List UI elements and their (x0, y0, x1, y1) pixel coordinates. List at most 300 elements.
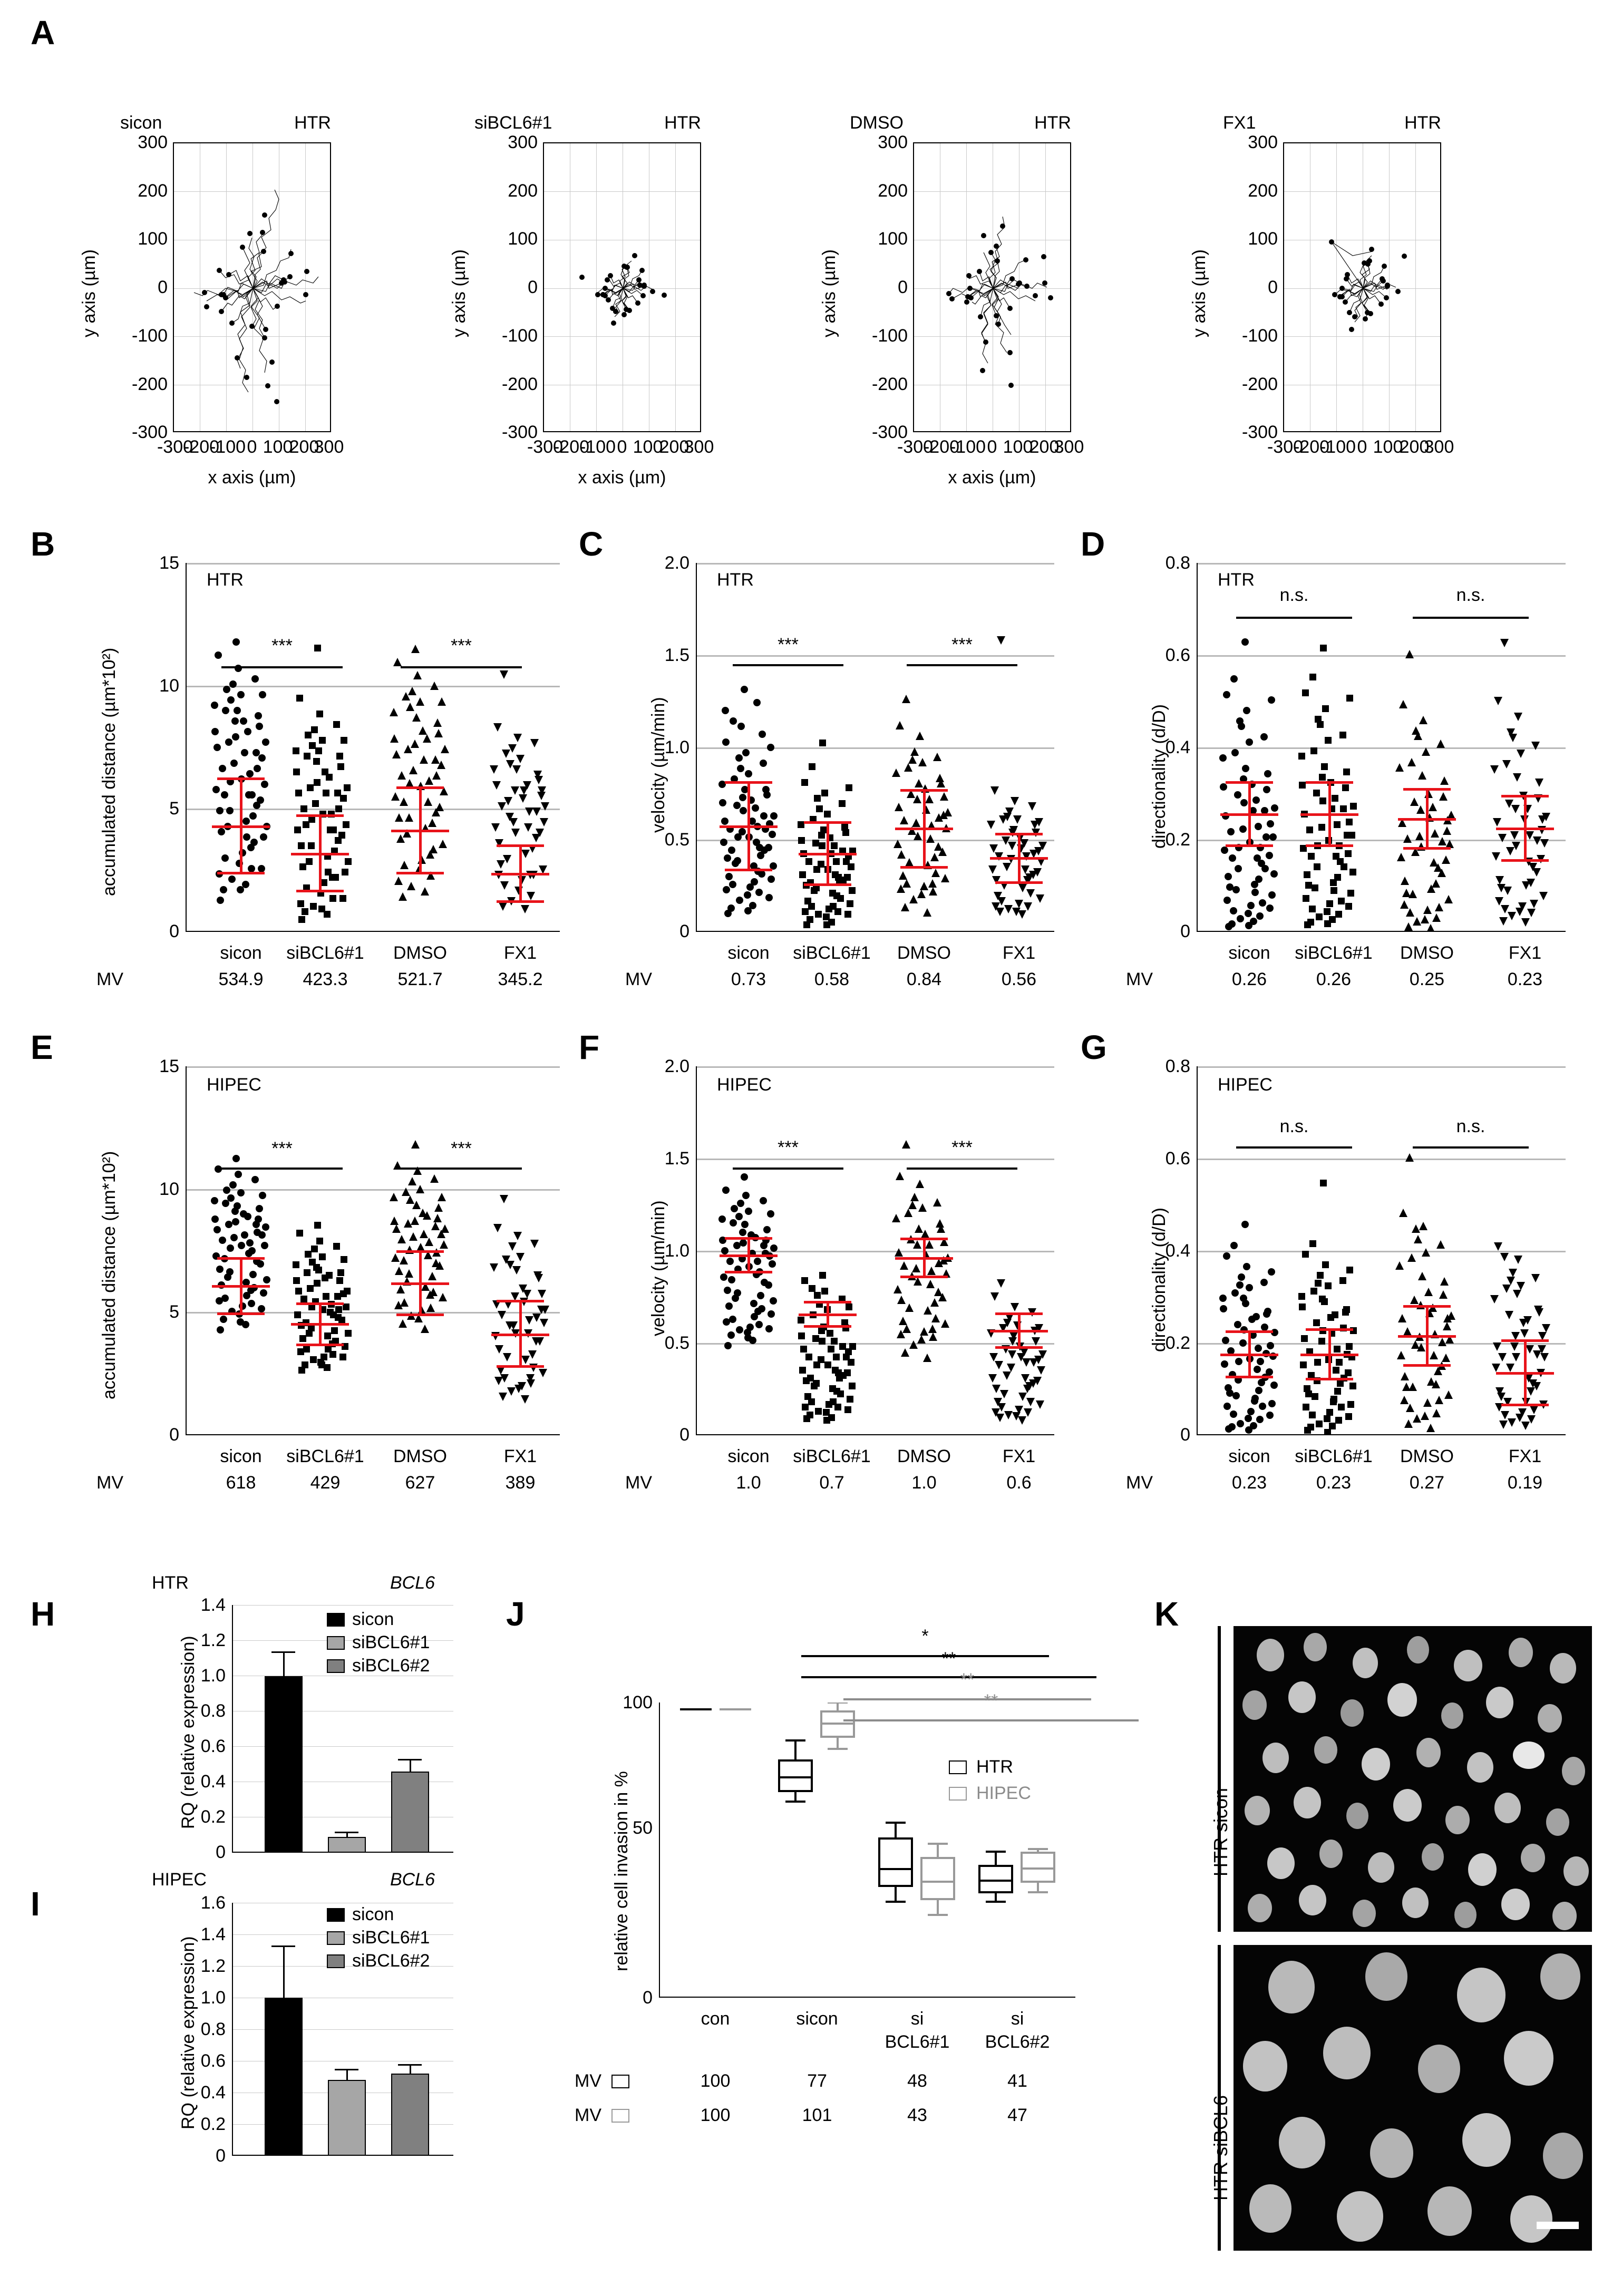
sd-cap (1403, 1364, 1451, 1367)
sd-cap (296, 1302, 344, 1305)
y-tick: 1.0 (664, 1241, 689, 1261)
y-tick: 0.6 (200, 1736, 226, 1756)
panel-j-ylabel: relative cell invasion in % (611, 1771, 632, 1971)
trajectory-traces (914, 143, 1072, 433)
category-label: FX1 (503, 1446, 537, 1466)
mean-row-label: MV (96, 1473, 123, 1493)
significance-bar (843, 1719, 1139, 1721)
legend-swatch-htr (949, 1760, 967, 1774)
y-tick: 0.2 (1165, 1333, 1190, 1353)
trajectory-traces (174, 143, 332, 433)
sd-cap (725, 781, 772, 784)
sd-line (519, 844, 522, 901)
y-tick: 200 (138, 181, 168, 201)
legend-label-hipec: HIPEC (976, 1783, 1031, 1803)
x-tick: -200 (183, 437, 220, 457)
image-label-top: HTR sicon (1210, 1787, 1231, 1876)
x-tick: -100 (579, 437, 616, 457)
x-tick: -100 (949, 437, 986, 457)
error-line (346, 2069, 348, 2080)
sd-cap (497, 1365, 544, 1368)
category-label: DMSO (897, 943, 951, 963)
significance-bar (733, 664, 843, 666)
sd-cap (1501, 1404, 1549, 1406)
sd-line (1426, 1305, 1429, 1365)
mean-value: 0.27 (1409, 1473, 1445, 1493)
bar-sicon (265, 1676, 303, 1853)
sd-line (923, 789, 926, 866)
y-tick: 0.2 (1165, 830, 1190, 850)
sd-cap (1501, 1339, 1549, 1342)
x-tick: 100 (1003, 437, 1033, 457)
y-tick: -200 (871, 374, 908, 394)
sd-cap (396, 786, 444, 789)
micrograph-bottom (1234, 1945, 1592, 2251)
significance-label: *** (951, 635, 973, 655)
sd-line (419, 1250, 422, 1315)
panel-i-title: HIPEC (152, 1870, 207, 1890)
sd-cap (995, 881, 1043, 884)
category-label: FX1 (1508, 943, 1542, 963)
sd-cap (296, 814, 344, 817)
panel-g-title: HIPEC (1218, 1075, 1273, 1095)
panel-h-ylabel: RQ (relative expression) (178, 1636, 198, 1829)
significance-label: n.s. (1456, 1116, 1485, 1136)
legend-swatch-sibcl6-2 (327, 1659, 345, 1673)
sd-line (1018, 1312, 1021, 1347)
category-label: DMSO (897, 1446, 951, 1466)
category-label: siBCL6#1 (286, 943, 364, 963)
y-tick: 1.2 (200, 1956, 226, 1976)
y-tick: 0.4 (1165, 737, 1190, 757)
x-tick: -200 (1293, 437, 1330, 457)
significance-label: ** (960, 1670, 975, 1690)
sd-cap (900, 1276, 948, 1278)
x-tick: -300 (527, 437, 564, 457)
sd-cap (1501, 795, 1549, 797)
sd-cap (725, 1271, 772, 1273)
category-label: FX1 (503, 943, 537, 963)
y-tick: 1.0 (664, 737, 689, 757)
y-tick: 0.6 (1165, 645, 1190, 665)
sd-cap (396, 1314, 444, 1316)
error-cap (271, 1651, 295, 1653)
y-tick: 0 (169, 1425, 179, 1445)
panel-g-points (1197, 1066, 1566, 1435)
panel-b-points (186, 563, 560, 932)
category-label: DMSO (393, 1446, 447, 1466)
significance-bar (1413, 617, 1529, 619)
y-tick: 15 (159, 1056, 179, 1076)
significance-bar (907, 1168, 1017, 1170)
category-label: sicon (1228, 1446, 1270, 1466)
mean-row-label: MV (625, 969, 652, 989)
y-tick: 1.0 (200, 1988, 226, 2008)
y-tick: 0 (169, 921, 179, 941)
y-tick: 100 (623, 1692, 653, 1713)
sd-line (1524, 795, 1527, 860)
x-tick: -300 (157, 437, 193, 457)
sd-cap (497, 900, 544, 903)
sd-cap (1306, 844, 1353, 847)
sd-line (1018, 833, 1021, 881)
y-tick: 300 (878, 132, 908, 152)
panel-i-ylabel: RQ (relative expression) (178, 1936, 198, 2129)
y-tick: 10 (159, 1179, 179, 1199)
bar-sicon (265, 1998, 303, 2156)
sd-line (240, 777, 242, 873)
y-tick: 2.0 (664, 553, 689, 573)
panel-letter-a: A (31, 14, 55, 52)
panel-c-points (696, 563, 1054, 932)
y-tick: 1.5 (664, 645, 689, 665)
y-tick: 0.4 (200, 1772, 226, 1792)
legend-swatch-sicon (327, 1613, 345, 1627)
sd-cap (900, 789, 948, 792)
sd-cap (725, 869, 772, 871)
y-tick: 0.2 (200, 1807, 226, 1827)
error-cap (335, 2069, 358, 2070)
sd-cap (396, 872, 444, 874)
sd-cap (497, 1300, 544, 1302)
significance-label: *** (271, 636, 293, 656)
panel-letter-k: K (1154, 1595, 1179, 1633)
mean-value: 0.84 (906, 969, 942, 989)
sd-cap (995, 1312, 1043, 1315)
category-label: con (701, 2009, 730, 2029)
x-tick: 200 (659, 437, 689, 457)
sd-line (319, 1302, 322, 1345)
mean-value: 423.3 (303, 969, 348, 989)
y-tick: -100 (1241, 326, 1278, 346)
panel-letter-j: J (506, 1595, 525, 1633)
bar-sibcl6-1 (328, 2080, 366, 2156)
mean-value: 41 (1007, 2071, 1027, 2091)
sd-cap (1501, 859, 1549, 862)
plot-condition-label: FX1 (1223, 113, 1256, 133)
sd-line (1248, 781, 1251, 845)
sd-cap (900, 866, 948, 869)
significance-bar (1413, 1146, 1529, 1149)
x-tick: 300 (684, 437, 714, 457)
error-line (283, 1651, 285, 1676)
y-tick: 0 (158, 277, 168, 297)
sd-cap (296, 890, 344, 892)
mean-value: 389 (505, 1473, 536, 1493)
bracket-top (1218, 1626, 1221, 1932)
y-tick: 2.0 (664, 1056, 689, 1076)
sd-line (827, 821, 829, 884)
y-tick: 300 (1248, 132, 1278, 152)
category-label-line1: si (910, 2009, 924, 2029)
legend-swatch-sibcl6-1 (327, 1931, 345, 1945)
sd-cap (1226, 781, 1273, 784)
mean-value: 0.23 (1316, 1473, 1352, 1493)
significance-label: n.s. (1279, 1116, 1309, 1136)
sd-cap (217, 1257, 265, 1260)
panel-letter-c: C (579, 525, 604, 563)
sd-line (419, 786, 422, 873)
panel-e-ylabel: accumulated distance (µm*10²) (99, 1151, 119, 1399)
bar-sibcl6-2 (391, 2074, 429, 2156)
x-tick: 300 (314, 437, 344, 457)
category-label: DMSO (393, 943, 447, 963)
sd-cap (804, 1325, 851, 1328)
y-tick: 0.8 (1165, 553, 1190, 573)
mean-value: 0.26 (1231, 969, 1267, 989)
x-tick: 0 (247, 437, 257, 457)
sd-line (1248, 1330, 1251, 1377)
legend-label-sibcl6-2: siBCL6#2 (352, 1951, 430, 1971)
significance-label: *** (271, 1139, 293, 1159)
y-tick: 10 (159, 676, 179, 696)
category-label: DMSO (1400, 943, 1454, 963)
sd-cap (396, 1250, 444, 1253)
y-tick: -300 (131, 422, 168, 442)
category-label: FX1 (1002, 1446, 1036, 1466)
y-tick: 0 (1180, 921, 1190, 941)
x-tick: -200 (923, 437, 960, 457)
significance-label: *** (451, 1139, 472, 1159)
mean-value: 43 (907, 2105, 927, 2125)
y-tick: 1.4 (200, 1595, 226, 1615)
x-tick: 200 (1399, 437, 1430, 457)
y-tick: 0 (528, 277, 538, 297)
plot-axes (1283, 142, 1441, 432)
significance-bar (221, 666, 343, 668)
significance-label: *** (451, 636, 472, 656)
y-tick: 1.5 (664, 1149, 689, 1169)
image-label-bottom: HTR siBCL6 (1210, 2095, 1231, 2201)
mean-value: 345.2 (498, 969, 543, 989)
y-tick: -200 (1241, 374, 1278, 394)
panel-letter-d: D (1081, 525, 1105, 563)
significance-label: n.s. (1279, 585, 1309, 605)
legend-label-htr: HTR (976, 1757, 1013, 1777)
y-tick: 100 (1248, 229, 1278, 249)
mean-value: 0.7 (819, 1473, 844, 1493)
sd-cap (1306, 1328, 1353, 1331)
mean-row-label: MV (1126, 969, 1153, 989)
panel-letter-b: B (31, 525, 55, 563)
plot-cells-label: HTR (294, 113, 331, 133)
category-label: siBCL6#1 (793, 943, 871, 963)
y-tick: 100 (878, 229, 908, 249)
y-tick: -100 (131, 326, 168, 346)
sd-cap (1226, 1330, 1273, 1333)
sd-cap (900, 1238, 948, 1240)
sd-line (1328, 781, 1331, 845)
x-tick: 100 (633, 437, 663, 457)
mean-value: 0.19 (1507, 1473, 1543, 1493)
plot-condition-label: sicon (120, 113, 162, 133)
y-tick: -200 (501, 374, 538, 394)
panel-d-ylabel: directionality (d/D) (1149, 704, 1169, 849)
category-label: sicon (727, 943, 770, 963)
mean-value: 0.23 (1231, 1473, 1267, 1493)
panel-f-title: HIPEC (717, 1075, 772, 1095)
y-tick: 0 (679, 921, 689, 941)
x-tick: -300 (897, 437, 934, 457)
mean-value: 429 (310, 1473, 341, 1493)
x-axis-label: x axis (µm) (578, 468, 666, 488)
significance-bar (401, 666, 522, 668)
y-tick: -100 (501, 326, 538, 346)
mean-row-label: MV (625, 1473, 652, 1493)
significance-bar (907, 664, 1017, 666)
x-axis-label: x axis (µm) (948, 468, 1036, 488)
x-axis-label: x axis (µm) (208, 468, 296, 488)
x-tick: 0 (1357, 437, 1367, 457)
mean-row-label: MV (1126, 1473, 1153, 1493)
mean-value: 1.0 (736, 1473, 761, 1493)
legend-swatch-hipec (949, 1787, 967, 1801)
category-label: sicon (220, 1446, 262, 1466)
sd-line (747, 1237, 750, 1272)
mean-value: 0.73 (731, 969, 766, 989)
sd-cap (804, 821, 851, 824)
plot-axes (543, 142, 701, 432)
bar-sibcl6-1 (328, 1837, 366, 1853)
mean-row-label-hipec: MV (575, 2105, 601, 2125)
legend-label-sibcl6-1: siBCL6#1 (352, 1928, 430, 1948)
y-tick: 0.4 (1165, 1241, 1190, 1261)
plot-condition-label: siBCL6#1 (474, 113, 552, 133)
y-tick: 0 (216, 2146, 226, 2166)
mean-value: 48 (907, 2071, 927, 2091)
legend-label-sibcl6-2: siBCL6#2 (352, 1656, 430, 1676)
significance-bar (843, 1698, 1091, 1700)
x-tick: 200 (289, 437, 319, 457)
panel-h-gene: BCL6 (390, 1573, 435, 1593)
y-tick: 0 (679, 1425, 689, 1445)
x-tick: 300 (1054, 437, 1084, 457)
sd-cap (217, 777, 265, 780)
error-cap (398, 1759, 422, 1760)
error-cap (271, 1945, 295, 1947)
panel-e-title: HIPEC (207, 1075, 261, 1095)
mean-value: 0.23 (1507, 969, 1543, 989)
x-tick: 300 (1424, 437, 1454, 457)
plot-cells-label: HTR (1404, 113, 1441, 133)
sd-line (1426, 788, 1429, 848)
significance-bar (801, 1676, 1096, 1678)
sd-cap (1403, 788, 1451, 791)
plot-cells-label: HTR (664, 113, 701, 133)
mean-value: 0.26 (1316, 969, 1352, 989)
mean-value: 77 (807, 2071, 827, 2091)
legend-label-sibcl6-1: siBCL6#1 (352, 1632, 430, 1652)
sd-cap (217, 1312, 265, 1315)
significance-label: ** (941, 1649, 956, 1669)
significance-bar (401, 1168, 522, 1170)
category-label-line2: BCL6#2 (985, 2032, 1050, 2052)
plot-condition-label: DMSO (850, 113, 904, 133)
plot-axes (173, 142, 331, 432)
error-cap (335, 1832, 358, 1833)
significance-label: *** (778, 1137, 799, 1157)
y-tick: 0 (898, 277, 908, 297)
y-tick: 1.0 (200, 1666, 226, 1686)
category-label-line2: BCL6#1 (885, 2032, 950, 2052)
legend-swatch-sicon (327, 1908, 345, 1922)
y-tick: 200 (878, 181, 908, 201)
mean-value: 0.6 (1006, 1473, 1032, 1493)
category-label: siBCL6#1 (286, 1446, 364, 1466)
mean-row-label-htr: MV (575, 2071, 601, 2091)
panel-f-ylabel: velocity (µm/min) (648, 1200, 668, 1336)
sd-line (319, 814, 322, 891)
sd-cap (497, 844, 544, 847)
legend-label-sicon: sicon (352, 1904, 394, 1924)
category-label: siBCL6#1 (1295, 943, 1373, 963)
sd-cap (804, 1301, 851, 1303)
category-label: FX1 (1508, 1446, 1542, 1466)
error-line (283, 1945, 285, 1998)
panel-letter-i: I (31, 1885, 40, 1923)
x-tick: 0 (617, 437, 627, 457)
y-tick: 200 (1248, 181, 1278, 201)
mean-value: 101 (802, 2105, 832, 2125)
panel-g-ylabel: directionality (d/D) (1149, 1208, 1169, 1352)
category-label: sicon (220, 943, 262, 963)
y-tick: 0.8 (1165, 1056, 1190, 1076)
y-tick: 0 (1268, 277, 1278, 297)
significance-label: *** (951, 1137, 973, 1157)
significance-bar (221, 1168, 343, 1170)
panel-c-title: HTR (717, 570, 754, 590)
mean-value: 100 (700, 2105, 731, 2125)
sd-line (240, 1257, 242, 1314)
category-label: siBCL6#1 (1295, 1446, 1373, 1466)
bar-sibcl6-2 (391, 1772, 429, 1853)
significance-bar (733, 1168, 843, 1170)
panel-j-boxes (659, 1702, 1075, 1998)
x-tick: 0 (987, 437, 997, 457)
y-tick: 0.4 (200, 2083, 226, 2103)
sd-cap (1403, 847, 1451, 850)
mean-row-label: MV (96, 969, 123, 989)
significance-bar (1236, 1146, 1352, 1149)
sd-cap (1306, 781, 1353, 784)
y-tick: 0.6 (200, 2051, 226, 2071)
legend-label-sicon: sicon (352, 1609, 394, 1629)
y-tick: 0 (1180, 1425, 1190, 1445)
category-label: DMSO (1400, 1446, 1454, 1466)
y-tick: 0 (216, 1842, 226, 1862)
y-tick: 15 (159, 553, 179, 573)
y-tick: 1.4 (200, 1924, 226, 1944)
category-label: siBCL6#1 (793, 1446, 871, 1466)
category-label: sicon (727, 1446, 770, 1466)
y-tick: 0.8 (200, 1701, 226, 1721)
sd-cap (1226, 844, 1273, 847)
significance-bar (1236, 617, 1352, 619)
sd-line (1524, 1339, 1527, 1405)
panel-h-title: HTR (152, 1573, 189, 1593)
y-axis-label: y axis (µm) (79, 249, 99, 337)
panel-c-ylabel: velocity (µm/min) (648, 697, 668, 833)
trajectory-traces (1284, 143, 1442, 433)
y-tick: 0.5 (664, 1333, 689, 1353)
y-tick: 5 (169, 1302, 179, 1322)
legend-swatch-sibcl6-2 (327, 1954, 345, 1968)
significance-bar (801, 1655, 1049, 1657)
mean-value: 618 (226, 1473, 256, 1493)
significance-label: *** (778, 635, 799, 655)
sd-cap (217, 872, 265, 874)
mean-value: 100 (700, 2071, 731, 2091)
